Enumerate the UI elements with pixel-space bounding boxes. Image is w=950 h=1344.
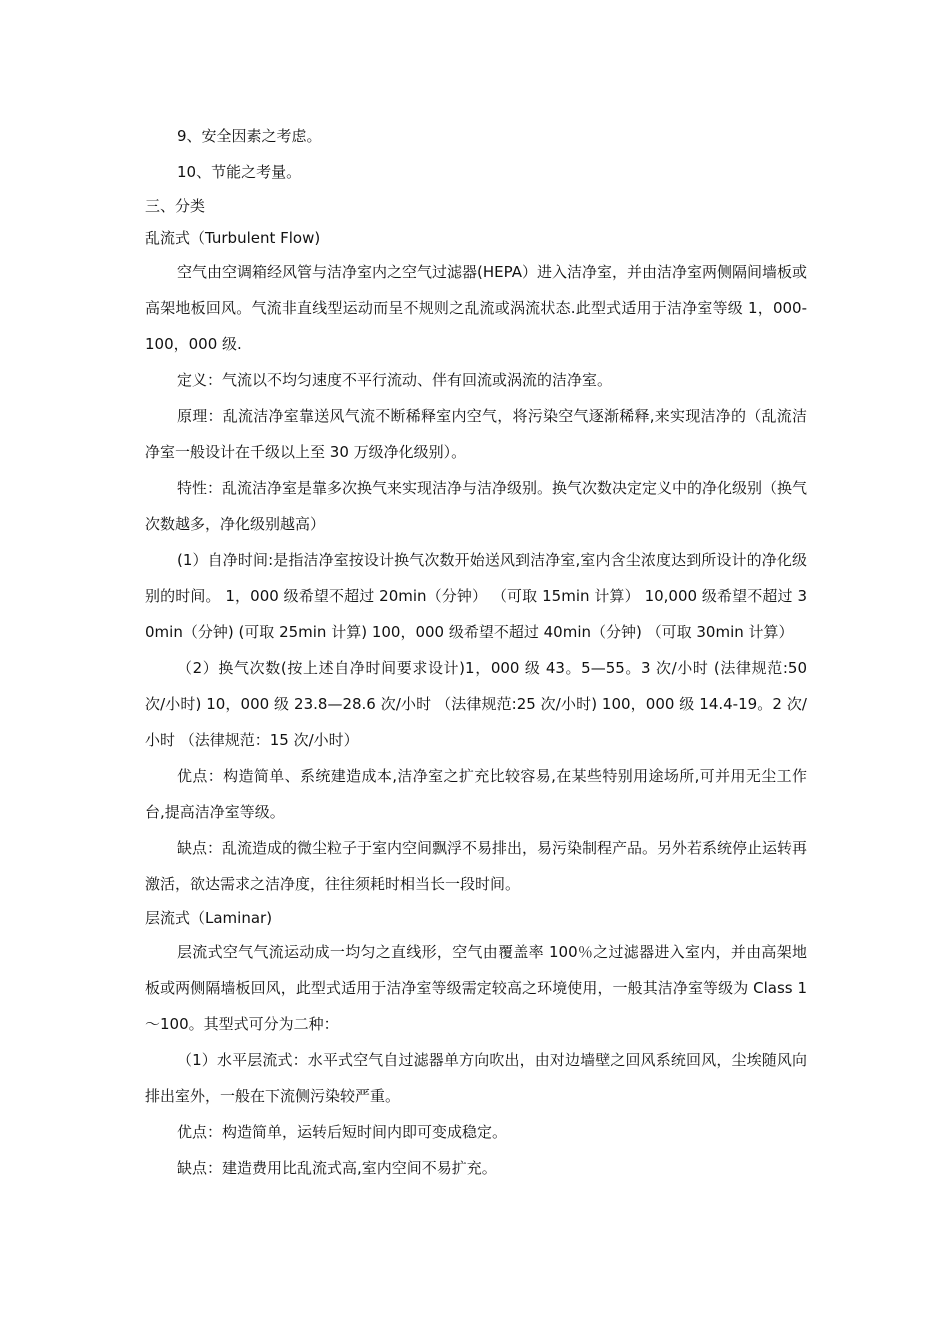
paragraph-characteristics: 特性：乱流洁净室是靠多次换气来实现洁净与洁净级别。换气次数决定定义中的净化级别（换气次数越多，净化级别越高） [145,479,808,533]
paragraph-self-clean-time: (1）自净时间:是指洁净室按设计换气次数开始送风到洁净室,室内含尘浓度达到所设计的净化级别的时间。 1，000 级希望不超过 20min（分钟） （可取 15min 计算） 10,000 级希望不超过 30min（分钟) (可取 25min 计算) 100，000 级希望不超过 40min（分钟) （可取 30min 计算） [145,551,807,641]
paragraph-turbulent-description: 空气由空调箱经风管与洁净室内之空气过滤器(HEPA）进入洁净室，并由洁净室两侧隔间墙板或高架地板回风。气流非直线型运动而呈不规则之乱流或涡流状态.此型式适用于洁净室等级 1，000-100，000 级. [145,263,807,353]
paragraph-safety: 9、安全因素之考虑。 [177,127,322,145]
paragraph-principle: 原理：乱流洁净室靠送风气流不断稀释室内空气，将污染空气逐渐稀释,来实现洁净的（乱流洁净室一般设计在千级以上至 30 万级净化级别）。 [145,407,807,461]
subheading-turbulent-flow: 乱流式（Turbulent Flow) [145,229,321,247]
section-heading-classification: 三、分类 [145,197,206,215]
subheading-laminar: 层流式（Laminar) [145,909,273,927]
paragraph-laminar-advantages: 优点：构造简单，运转后短时间内即可变成稳定。 [177,1123,508,1141]
paragraph-turbulent-disadvantages: 缺点：乱流造成的微尘粒子于室内空间飘浮不易排出，易污染制程产品。另外若系统停止运转再激活，欲达需求之洁净度，往往须耗时相当长一段时间。 [145,839,808,893]
paragraph-laminar-description: 层流式空气气流运动成一均匀之直线形，空气由覆盖率 100％之过滤器进入室内，并由高架地板或两侧隔墙板回风，此型式适用于洁净室等级需定较高之环境使用，一般其洁净室等级为 Class 1～100。其型式可分为二种： [145,943,807,1033]
paragraph-turbulent-advantages: 优点：构造简单、系统建造成本,洁净室之扩充比较容易,在某些特别用途场所,可并用无尘工作台,提高洁净室等级。 [145,767,807,821]
paragraph-air-change-rate: （2）换气次数(按上述自净时间要求设计)1，000 级 43。5—55。3 次/小时 (法律规范:50 次/小时) 10，000 级 23.8—28.6 次/小时 （法律规范:25 次/小时) 100，000 级 14.4-19。2 次/小时 （法律规范：15 次/小时） [145,659,807,749]
document-body [145,118,807,1186]
paragraph-definition: 定义：气流以不均匀速度不平行流动、伴有回流或涡流的洁净室。 [177,371,613,389]
paragraph-energy: 10、节能之考量。 [177,163,302,181]
paragraph-laminar-disadvantages: 缺点：建造费用比乱流式高,室内空间不易扩充。 [177,1159,497,1177]
paragraph-horizontal-laminar: （1）水平层流式：水平式空气自过滤器单方向吹出，由对边墙壁之回风系统回风，尘埃随风向排出室外，一般在下流侧污染较严重。 [145,1051,807,1105]
